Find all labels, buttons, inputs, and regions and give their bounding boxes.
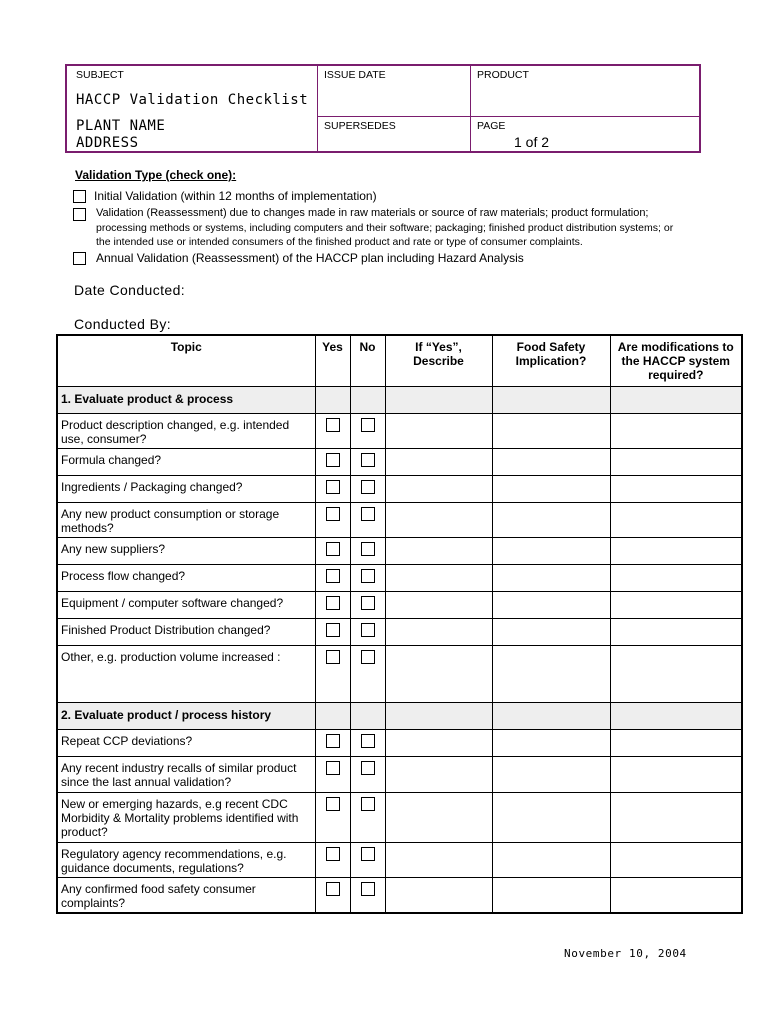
- row-topic: Repeat CCP deviations?: [57, 729, 315, 756]
- implication-cell[interactable]: [492, 564, 610, 591]
- table-row: [57, 591, 742, 618]
- no-checkbox[interactable]: [361, 761, 375, 775]
- row-topic: Regulatory agency recommendations, e.g. guidance documents, regulations?: [57, 842, 315, 877]
- yes-checkbox[interactable]: [326, 797, 340, 811]
- section-row: [57, 386, 742, 413]
- yes-checkbox[interactable]: [326, 453, 340, 467]
- option-label: Initial Validation (within 12 months of implementation): [94, 189, 377, 203]
- yes-checkbox[interactable]: [326, 734, 340, 748]
- no-checkbox[interactable]: [361, 882, 375, 896]
- conducted-by-label: Conducted By:: [74, 316, 172, 332]
- modifications-cell[interactable]: [610, 475, 742, 502]
- row-topic: Equipment / computer software changed?: [57, 591, 315, 618]
- section-title: 1. Evaluate product & process: [57, 386, 315, 413]
- supersedes-label: SUPERSEDES: [324, 120, 396, 132]
- row-topic: Process flow changed?: [57, 564, 315, 591]
- column-header-no: No: [350, 335, 385, 386]
- describe-cell[interactable]: [385, 475, 492, 502]
- row-topic: Finished Product Distribution changed?: [57, 618, 315, 645]
- table-row: [57, 729, 742, 756]
- no-checkbox[interactable]: [361, 480, 375, 494]
- address: ADDRESS: [76, 135, 139, 151]
- implication-cell[interactable]: [492, 729, 610, 756]
- column-header-yes: Yes: [315, 335, 350, 386]
- modifications-cell[interactable]: [610, 564, 742, 591]
- yes-checkbox[interactable]: [326, 418, 340, 432]
- validation-type-title: Validation Type (check one):: [75, 168, 237, 182]
- modifications-cell[interactable]: [610, 448, 742, 475]
- table-header-row: [57, 335, 742, 386]
- describe-cell[interactable]: [385, 413, 492, 448]
- describe-cell[interactable]: [385, 729, 492, 756]
- issue-date-label: ISSUE DATE: [324, 69, 386, 81]
- page-value: 1 of 2: [514, 134, 550, 150]
- describe-cell[interactable]: [385, 618, 492, 645]
- no-checkbox[interactable]: [361, 734, 375, 748]
- describe-cell[interactable]: [385, 842, 492, 877]
- describe-cell[interactable]: [385, 564, 492, 591]
- table-row: [57, 448, 742, 475]
- document-header: [65, 64, 701, 153]
- checkbox[interactable]: [73, 252, 86, 265]
- table-row: [57, 413, 742, 448]
- yes-checkbox[interactable]: [326, 650, 340, 664]
- checkbox[interactable]: [73, 190, 86, 203]
- product-label: PRODUCT: [477, 69, 529, 81]
- modifications-cell[interactable]: [610, 756, 742, 792]
- implication-cell[interactable]: [492, 475, 610, 502]
- yes-checkbox[interactable]: [326, 569, 340, 583]
- table-row: [57, 537, 742, 564]
- implication-cell[interactable]: [492, 537, 610, 564]
- modifications-cell[interactable]: [610, 729, 742, 756]
- implication-cell[interactable]: [492, 756, 610, 792]
- row-topic: Any new product consumption or storage methods?: [57, 502, 315, 537]
- modifications-cell[interactable]: [610, 591, 742, 618]
- implication-cell[interactable]: [492, 877, 610, 913]
- row-topic: Any new suppliers?: [57, 537, 315, 564]
- implication-cell[interactable]: [492, 502, 610, 537]
- column-header-describe: If “Yes”, Describe: [385, 335, 492, 386]
- table-row: [57, 618, 742, 645]
- implication-cell[interactable]: [492, 448, 610, 475]
- page-label: PAGE: [477, 120, 506, 132]
- modifications-cell[interactable]: [610, 618, 742, 645]
- validation-option-reassessment-cont: processing methods or systems, including computers and their software; packaging; finished product distribution systems; or: [96, 222, 674, 234]
- describe-cell[interactable]: [385, 756, 492, 792]
- modifications-cell[interactable]: [610, 537, 742, 564]
- column-header-modifications: Are modifications to the HACCP system required?: [610, 335, 742, 386]
- implication-cell[interactable]: [492, 792, 610, 842]
- table-row: [57, 564, 742, 591]
- yes-checkbox[interactable]: [326, 596, 340, 610]
- no-checkbox[interactable]: [361, 623, 375, 637]
- no-checkbox[interactable]: [361, 569, 375, 583]
- row-topic: New or emerging hazards, e.g recent CDC Morbidity & Mortality problems identified with product?: [57, 792, 315, 842]
- yes-checkbox[interactable]: [326, 761, 340, 775]
- implication-cell[interactable]: [492, 618, 610, 645]
- describe-cell[interactable]: [385, 502, 492, 537]
- modifications-cell[interactable]: [610, 502, 742, 537]
- describe-cell[interactable]: [385, 645, 492, 702]
- implication-cell[interactable]: [492, 591, 610, 618]
- column-header-topic: Topic: [57, 335, 315, 386]
- no-checkbox[interactable]: [361, 542, 375, 556]
- checkbox[interactable]: [73, 208, 86, 221]
- table-row: [57, 842, 742, 877]
- no-checkbox[interactable]: [361, 507, 375, 521]
- table-row: [57, 502, 742, 537]
- section-row: [57, 702, 742, 729]
- row-topic: Any recent industry recalls of similar product since the last annual validation?: [57, 756, 315, 792]
- row-topic: Ingredients / Packaging changed?: [57, 475, 315, 502]
- row-topic: Any confirmed food safety consumer complaints?: [57, 877, 315, 913]
- subject-value: HACCP Validation Checklist: [76, 92, 309, 108]
- modifications-cell[interactable]: [610, 792, 742, 842]
- validation-option-reassessment-cont: the intended use or intended consumers of the finished product and rate or type of consumer complaints.: [96, 236, 583, 248]
- describe-cell[interactable]: [385, 877, 492, 913]
- implication-cell[interactable]: [492, 645, 610, 702]
- footer-date: November 10, 2004: [564, 947, 687, 960]
- no-checkbox[interactable]: [361, 650, 375, 664]
- modifications-cell[interactable]: [610, 842, 742, 877]
- describe-cell[interactable]: [385, 591, 492, 618]
- section-title: 2. Evaluate product / process history: [57, 702, 315, 729]
- row-topic: Other, e.g. production volume increased :: [57, 645, 315, 702]
- subject-label: SUBJECT: [76, 69, 124, 81]
- yes-checkbox[interactable]: [326, 882, 340, 896]
- table-row: [57, 645, 742, 702]
- no-checkbox[interactable]: [361, 453, 375, 467]
- yes-checkbox[interactable]: [326, 542, 340, 556]
- no-checkbox[interactable]: [361, 797, 375, 811]
- yes-checkbox[interactable]: [326, 507, 340, 521]
- table-row: [57, 792, 742, 842]
- row-topic: Product description changed, e.g. intended use, consumer?: [57, 413, 315, 448]
- yes-checkbox[interactable]: [326, 847, 340, 861]
- table-row: [57, 877, 742, 913]
- option-label: Annual Validation (Reassessment) of the HACCP plan including Hazard Analysis: [96, 251, 524, 265]
- validation-checklist-table: [56, 334, 743, 914]
- column-header-food-safety: Food Safety Implication?: [492, 335, 610, 386]
- no-checkbox[interactable]: [361, 847, 375, 861]
- no-checkbox[interactable]: [361, 596, 375, 610]
- describe-cell[interactable]: [385, 448, 492, 475]
- option-label: Validation (Reassessment) due to changes made in raw materials or source of raw materials; product formulation;: [96, 207, 649, 219]
- no-checkbox[interactable]: [361, 418, 375, 432]
- row-topic: Formula changed?: [57, 448, 315, 475]
- modifications-cell[interactable]: [610, 877, 742, 913]
- describe-cell[interactable]: [385, 537, 492, 564]
- describe-cell[interactable]: [385, 792, 492, 842]
- modifications-cell[interactable]: [610, 645, 742, 702]
- date-conducted-label: Date Conducted:: [74, 282, 186, 298]
- table-row: [57, 756, 742, 792]
- plant-name: PLANT NAME: [76, 118, 166, 134]
- table-row: [57, 475, 742, 502]
- modifications-cell[interactable]: [610, 413, 742, 448]
- yes-checkbox[interactable]: [326, 480, 340, 494]
- implication-cell[interactable]: [492, 413, 610, 448]
- yes-checkbox[interactable]: [326, 623, 340, 637]
- implication-cell[interactable]: [492, 842, 610, 877]
